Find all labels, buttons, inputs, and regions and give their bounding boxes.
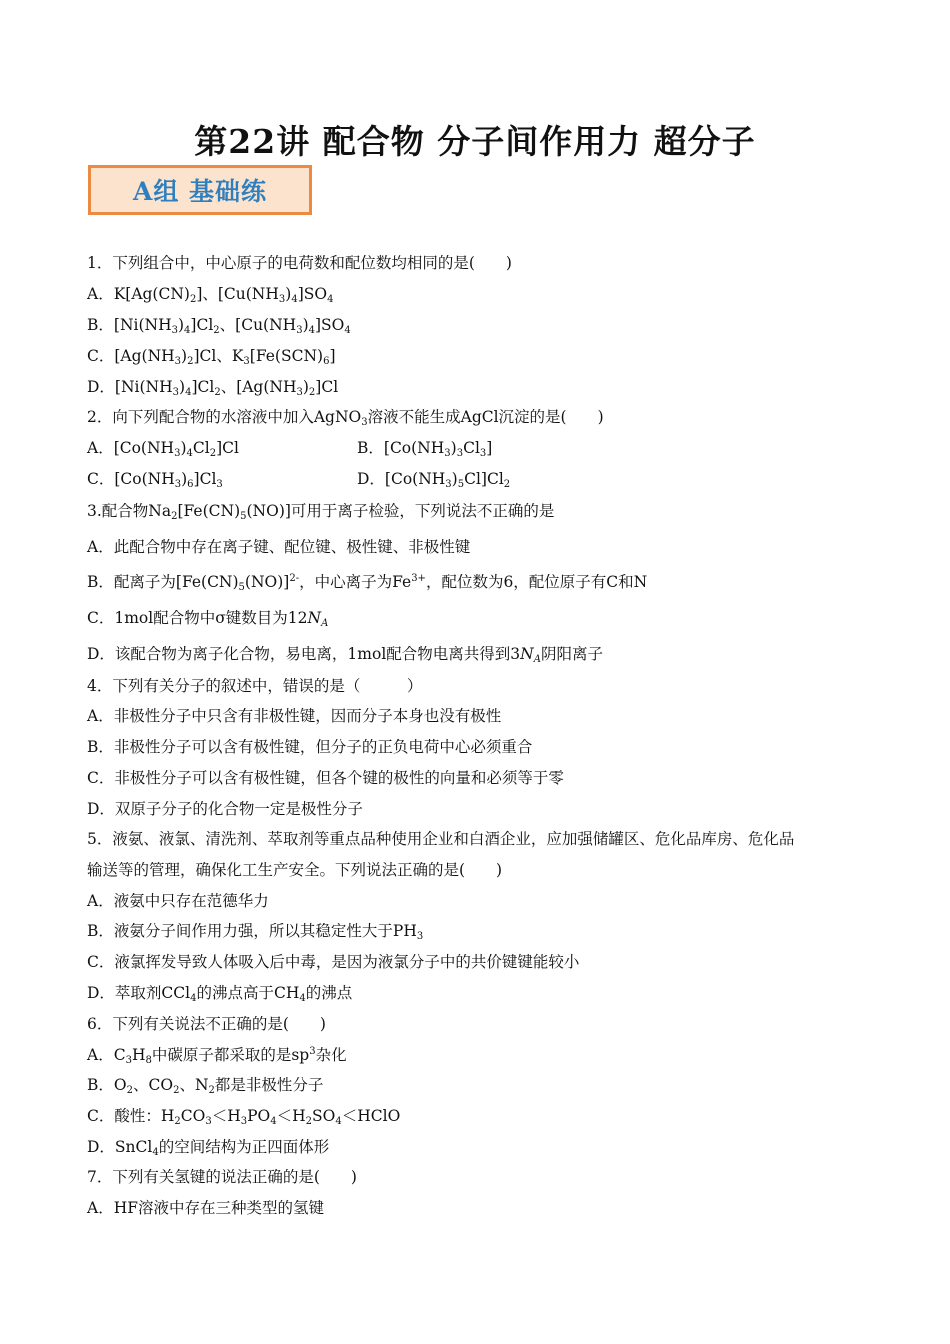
question-3-stem: 3.配合物$Na_2[Fe(CN)_5(NO)]$可用于离子检验，下列说法不正确的是 — [87, 502, 555, 522]
question-6-option-a: A．$C_3H_8$中碳原子都采取的是$sp^3$杂化 — [87, 1046, 347, 1066]
question-3-option-d: D．该配合物为离子化合物，易电离，1mol配合物电离共得到$3N_A$阴阳离子 — [87, 645, 603, 665]
question-6-option-b: B．$O_2$、$CO_2$、$N_2$都是非极性分子 — [87, 1076, 324, 1096]
section-badge — [88, 165, 312, 215]
section-label: A组 基础练 — [132, 177, 268, 206]
question-6-stem: 6．下列有关说法不正确的是( ) — [87, 1015, 326, 1033]
question-3-option-c: C．1mol配合物中σ键数目为$12N_A$ — [87, 609, 329, 629]
question-7-option-a: A．HF溶液中存在三种类型的氢键 — [87, 1199, 324, 1217]
question-1-option-b: B．$[Ni(NH_3)_4]Cl_2$、$[Cu(NH_3)_4]SO_4$ — [87, 316, 351, 336]
question-6-option-d: D．SnCl$_4$的空间结构为正四面体形 — [87, 1138, 330, 1158]
question-1-option-c: C．$[Ag(NH_3)_2]Cl$、$K_3[Fe(SCN)_6]$ — [87, 347, 336, 367]
question-2-option-d: D．$[Co(NH_3)_5Cl]Cl_2$ — [357, 470, 511, 490]
question-3-option-b: B．配离子为$[Fe(CN)_5(NO)]^{2-}$，中心离子为$Fe^{3+}$，配位数为6，配位原子有C和N — [87, 573, 648, 593]
question-3-option-a: A．此配合物中存在离子键、配位键、极性键、非极性键 — [87, 538, 471, 556]
question-4-option-a: A．非极性分子中只含有非极性键，因而分子本身也没有极性 — [87, 707, 502, 725]
question-4-option-d: D．双原子分子的化合物一定是极性分子 — [87, 800, 363, 818]
question-5-option-a: A．液氨中只存在范德华力 — [87, 892, 269, 910]
question-5-stem-line-2: 输送等的管理，确保化工生产安全。下列说法正确的是( ) — [87, 861, 503, 879]
question-5-stem-line-1: 5．液氨、液氯、清洗剂、萃取剂等重点品种使用企业和白酒企业，应加强储罐区、危化品库房、危化品 — [87, 830, 795, 848]
question-1-option-a: A．$K[Ag(CN)_2]$、$[Cu(NH_3)_4]SO_4$ — [87, 285, 334, 305]
question-1-option-d: D．$[Ni(NH_3)_4]Cl_2$、$[Ag(NH_3)_2]Cl$ — [87, 378, 339, 398]
question-5-option-d: D．萃取剂CCl$_4$的沸点高于$CH_4$的沸点 — [87, 984, 353, 1004]
question-2-option-b: B．$[Co(NH_3)_3Cl_3]$ — [357, 439, 493, 459]
question-5-option-c: C．液氯挥发导致人体吸入后中毒，是因为液氯分子中的共价键键能较小 — [87, 953, 580, 971]
question-2-stem: 2．向下列配合物的水溶液中加入AgNO$_3$溶液不能生成AgCl沉淀的是( ) — [87, 408, 604, 428]
question-4-option-c: C．非极性分子可以含有极性键，但各个键的极性的向量和必须等于零 — [87, 769, 564, 787]
question-4-stem: 4．下列有关分子的叙述中，错误的是（ ） — [87, 677, 423, 695]
question-5-option-b: B．液氨分子间作用力强，所以其稳定性大于$PH_3$ — [87, 922, 424, 942]
page-title: 第22讲 配合物 分子间作用力 超分子 — [194, 122, 756, 161]
question-6-option-c: C．酸性：$H_2CO_3<H_3PO_4<H_2SO_4<HClO$ — [87, 1107, 401, 1127]
question-7-stem: 7．下列有关氢键的说法正确的是( ) — [87, 1168, 357, 1186]
question-2-option-c: C．$[Co(NH_3)_6]Cl_3$ — [87, 470, 223, 490]
question-4-option-b: B．非极性分子可以含有极性键，但分子的正负电荷中心必须重合 — [87, 738, 533, 756]
question-2-option-a: A．$[Co(NH_3)_4Cl_2]Cl$ — [87, 439, 239, 459]
question-1-stem: 1．下列组合中，中心原子的电荷数和配位数均相同的是( ) — [87, 254, 512, 272]
